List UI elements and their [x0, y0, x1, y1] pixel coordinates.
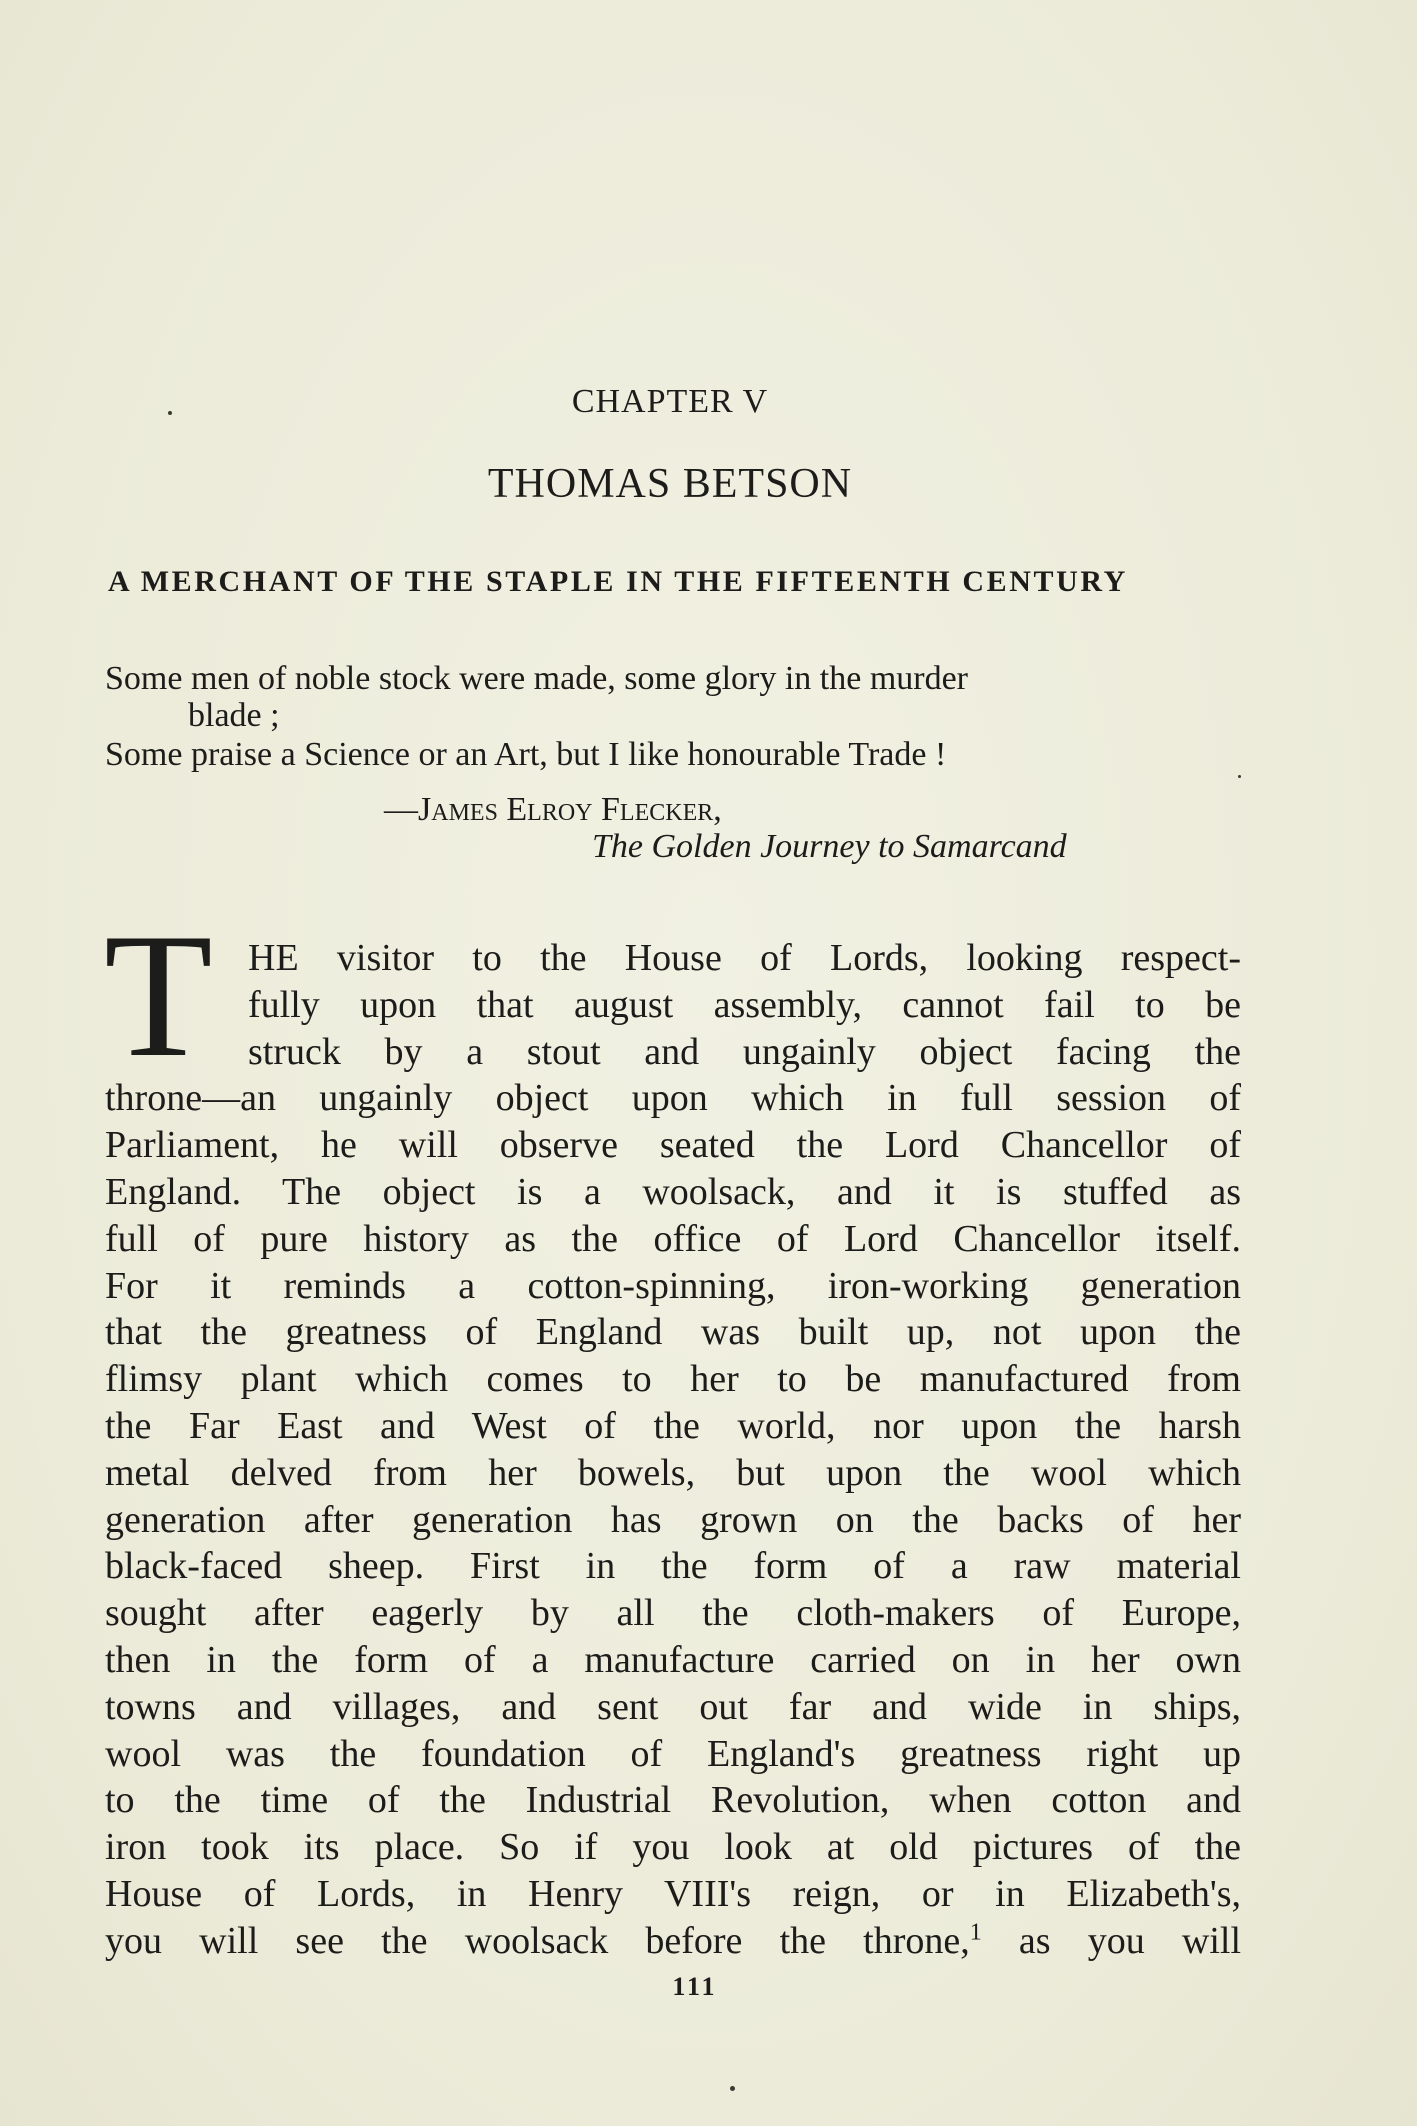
- body-line: black-faced sheep. First in the form of a raw material: [105, 1545, 1241, 1588]
- footnote-marker: 1: [969, 1919, 982, 1946]
- epigraph-author: —James Elroy Flecker,: [384, 791, 722, 828]
- page-number: 111: [672, 1972, 718, 2001]
- epigraph-line: Some praise a Science or an Art, but I like honourable Trade !: [105, 736, 947, 773]
- chapter-title: THOMAS BETSON: [487, 461, 853, 507]
- body-line: wool was the foundation of England's greatness right up: [105, 1732, 1241, 1775]
- body-line: fully upon that august assembly, cannot fail to be: [248, 983, 1241, 1026]
- body-line: then in the form of a manufacture carried on in her own: [105, 1638, 1241, 1681]
- body-line: struck by a stout and ungainly object facing the: [248, 1030, 1241, 1073]
- chapter-label: CHAPTER V: [571, 383, 769, 420]
- body-line: England. The object is a woolsack, and it is stuffed as: [105, 1170, 1241, 1213]
- body-line-last-before: you will see the woolsack before the throne,: [105, 1919, 970, 1962]
- body-line: iron took its place. So if you look at old pictures of the: [105, 1826, 1241, 1869]
- drop-cap: T: [104, 896, 213, 1094]
- body-line: throne—an ungainly object upon which in full session of: [105, 1077, 1241, 1120]
- chapter-subtitle: A MERCHANT OF THE STAPLE IN THE FIFTEENTH CENTURY: [108, 565, 1128, 598]
- body-line: metal delved from her bowels, but upon the wool which: [105, 1451, 1241, 1494]
- epigraph-line: Some men of noble stock were made, some glory in the murder: [105, 660, 968, 697]
- body-paragraph: [105, 935, 1241, 1965]
- epigraph-work: The Golden Journey to Samarcand: [592, 828, 1067, 865]
- body-line: generation after generation has grown on the backs of her: [105, 1498, 1241, 1541]
- body-line-last-after: as you will: [981, 1919, 1241, 1962]
- paper-speck: [730, 2086, 735, 2091]
- paper-speck: [1238, 775, 1241, 778]
- body-line: HE visitor to the House of Lords, looking respect-: [248, 937, 1241, 979]
- body-line: sought after eagerly by all the cloth-makers of Europe,: [105, 1592, 1241, 1635]
- body-line: full of pure history as the office of Lord Chancellor itself.: [105, 1217, 1241, 1260]
- epigraph-line: blade ;: [188, 697, 280, 734]
- body-line: Parliament, he will observe seated the Lord Chancellor of: [105, 1124, 1241, 1167]
- body-line: the Far East and West of the world, nor upon the harsh: [105, 1404, 1241, 1447]
- body-line: House of Lords, in Henry VIII's reign, or in Elizabeth's,: [105, 1872, 1241, 1915]
- body-line-last: [105, 1918, 1241, 1965]
- paper-speck: [168, 411, 172, 415]
- body-line: to the time of the Industrial Revolution, when cotton and: [105, 1779, 1241, 1822]
- body-line: For it reminds a cotton-spinning, iron-working generation: [105, 1264, 1241, 1307]
- body-line: towns and villages, and sent out far and wide in ships,: [105, 1685, 1241, 1728]
- body-line: flimsy plant which comes to her to be manufactured from: [105, 1358, 1241, 1401]
- body-line: that the greatness of England was built up, not upon the: [105, 1311, 1241, 1354]
